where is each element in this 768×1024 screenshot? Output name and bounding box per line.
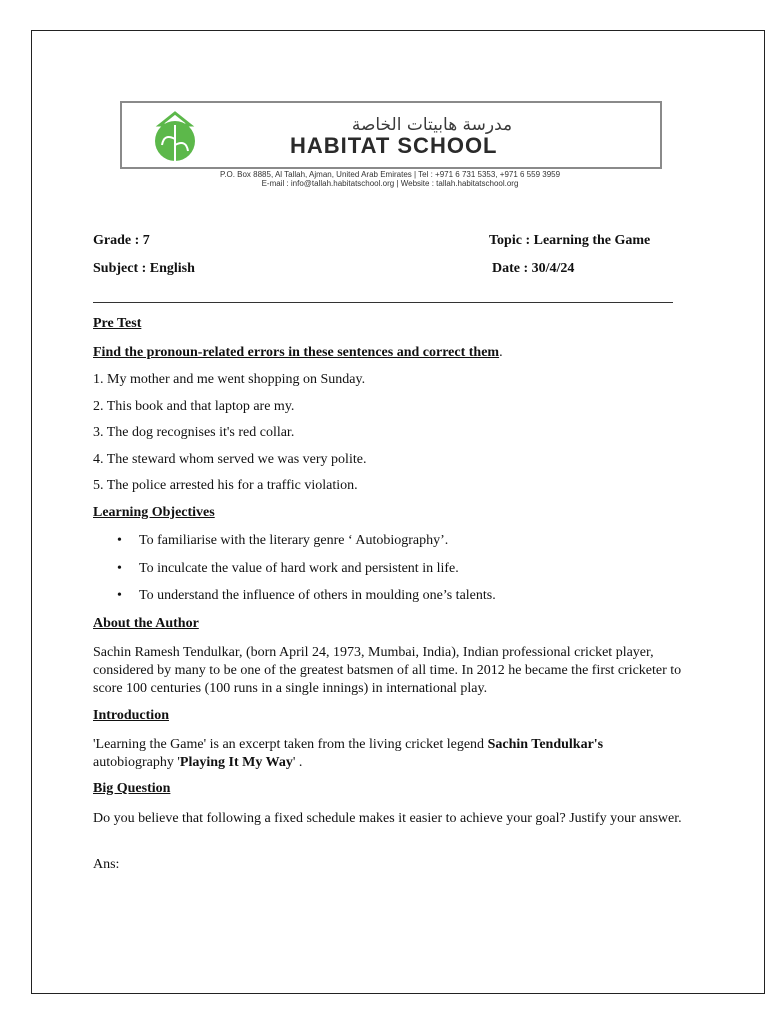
answer-label: Ans:: [93, 857, 120, 872]
pretest-instruction: [93, 345, 503, 361]
subject-label: Subject : English: [93, 261, 195, 276]
intro-text: autobiography ': [93, 755, 180, 770]
topic-label: Topic : Learning the Game: [489, 233, 651, 248]
pretest-item: 1. My mother and me went shopping on Sunday.: [93, 372, 366, 387]
big-question-heading: Big Question: [93, 781, 171, 796]
introduction-heading: Introduction: [93, 708, 169, 723]
divider-line: [93, 302, 673, 303]
pretest-instruction-text: Find the pronoun-related errors in these sentences and correct them: [93, 345, 500, 360]
pretest-item: 4. The steward whom served we was very polite.: [93, 452, 367, 467]
objective-text: To understand the influence of others in moulding one’s talents.: [139, 588, 496, 603]
arabic-school-name: مدرسة هابيتات الخاصة: [351, 115, 513, 135]
objective-item: [117, 588, 496, 604]
pretest-item: 2. This book and that laptop are my.: [93, 399, 295, 414]
pretest-item: 5. The police arrested his for a traffic violation.: [93, 478, 358, 493]
introduction-paragraph: [93, 736, 613, 772]
author-heading: About the Author: [93, 616, 199, 631]
pretest-instruction-period: .: [499, 345, 503, 360]
bullet: •: [117, 588, 122, 603]
pretest-item: 3. The dog recognises it's red collar.: [93, 425, 295, 440]
date-label: Date : 30/4/24: [492, 261, 575, 276]
objective-item: [117, 533, 448, 549]
intro-bold-author: Sachin Tendulkar's: [487, 737, 604, 752]
school-logo-banner: [120, 101, 662, 169]
intro-text: 'Learning the Game' is an excerpt taken from the living cricket legend: [93, 737, 488, 752]
school-address: P.O. Box 8885, Al Tallah, Ajman, United Arab Emirates | Tel : +971 6 731 5353, +971 6 559 3959: [219, 170, 561, 179]
bullet: •: [117, 561, 122, 576]
school-name: HABITAT SCHOOL: [290, 133, 498, 158]
intro-text: ' .: [292, 755, 303, 770]
big-question-text: Do you believe that following a fixed schedule makes it easier to achieve your goal? Justify your answer.: [93, 811, 682, 826]
intro-bold-title: Playing It My Way: [179, 755, 293, 770]
objective-item: [117, 561, 459, 577]
school-contact: E-mail : info@tallah.habitatschool.org | Website : tallah.habitatschool.org: [261, 179, 519, 188]
objective-text: To familiarise with the literary genre ‘ Autobiography’.: [139, 533, 449, 548]
pretest-heading: Pre Test: [93, 316, 142, 331]
tree-emblem-icon: [150, 111, 200, 163]
bullet: •: [117, 533, 122, 548]
objective-text: To inculcate the value of hard work and persistent in life.: [139, 561, 459, 576]
author-paragraph: Sachin Ramesh Tendulkar, (born April 24, 1973, Mumbai, India), Indian professional cricket player, considered by many to be one of the greatest batsmen of all time. In 2012 he became the first cricketer to score 100 centuries (100 runs in a single innings) in international play.: [93, 645, 682, 696]
grade-label: Grade : 7: [93, 233, 150, 248]
objectives-heading: Learning Objectives: [93, 505, 215, 520]
